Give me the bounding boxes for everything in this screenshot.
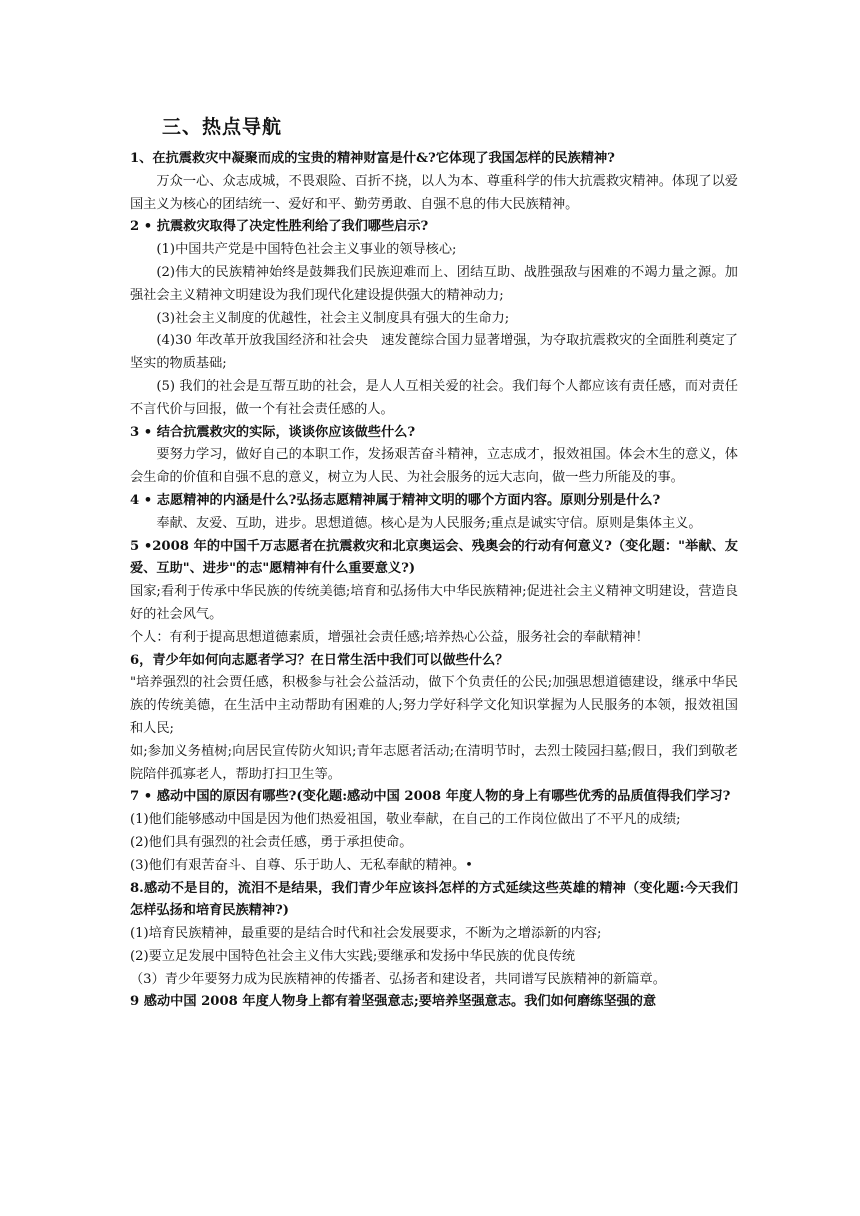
question-heading: 1、在抗震救灾中凝聚而成的宝贵的精神财富是什&?它体现了我国怎样的民族精神? <box>130 151 615 166</box>
answer-paragraph: "培养强烈的社会贾任感，积极参与社会公益活动，做下个负责任的公民;加强思想道德建设，继承中华民族的传统美德，在生活中主动帮助有困难的人;努力学好科学文化知识掌握为人民服务的本领，报效祖国和人民; <box>130 675 738 736</box>
question-heading: 5 •2008 年的中国千万志愿者在抗震救灾和北京奥运会、残奥会的行动有何意义?（变化题："举献、友爱、互助"、进步"的志"愿精神有什么重要意义?) <box>130 538 738 577</box>
answer-paragraph: 个人：有利于提高思想道德素质，增强社会责任感;培养热心公益，服务社会的奉献精神！ <box>130 629 649 645</box>
document-page <box>130 112 738 1014</box>
question-heading: 6，青少年如何向志愿者学习？在日常生活中我们可以做些什么？ <box>130 652 509 668</box>
question-heading: 8.感动不是目的，流泪不是结果，我们青少年应该抖怎样的方式延续这些英雄的精神（变化题:今天我们怎样弘扬和培育民族精神?) <box>130 880 738 919</box>
section-title: 三、热点导航 <box>162 116 283 138</box>
content-blocks <box>130 148 738 1014</box>
answer-paragraph: 万众一心、众志成城，不畏艰险、百折不挠，以人为本、尊重科学的伟大抗震救灾精神。体现了以爱国主义为核心的团结统一、爱好和平、勤劳勇敢、自强不息的伟大民族精神。 <box>130 173 738 212</box>
question-heading: 3 • 结合抗震救灾的实际，谈谈你应该做些什么? <box>130 424 416 440</box>
answer-paragraph: 奉献、友爱、互助，进步。思想道德。核心是为人民服务;重点是诚实守信。原则是集体主义。 <box>156 515 702 531</box>
answer-paragraph: (2)他们具有强烈的社会责任感，勇于承担使命。 <box>130 834 413 850</box>
answer-paragraph: (1)中国共产党是中国特色社会主义事业的领导核心; <box>156 242 457 258</box>
answer-paragraph: (1)他们能够感动中国是因为他们热爱祖国，敬业奉献，在自己的工作岗位做出了不平凡的成绩; <box>130 812 681 828</box>
answer-paragraph: (5) 我们的社会是互帮互助的社会，是人人互相关爱的社会。我们每个人都应该有责任感，而对责任不言代价与回报，做一个有社会责任感的人。 <box>130 378 738 417</box>
answer-paragraph: (1)培育民族精神，最重要的是结合时代和社会发展要求，不断为之增添新的内容; <box>130 926 602 942</box>
question-heading: 2 • 抗震救灾取得了决定性胜利给了我们哪些启示? <box>130 219 429 235</box>
answer-paragraph: (2)要立足发展中国特色社会主义伟大实践;要继承和发扬中华民族的优良传统 <box>130 948 576 964</box>
answer-paragraph: 要努力学习，做好自己的本职工作，发扬艰苦奋斗精神，立志成才，报效祖国。体会木生的意义，体会生命的价值和自强不息的意义，树立为人民、为社会服务的远大志向，做一些力所能及的事。 <box>130 447 738 486</box>
answer-paragraph: (3)社会主义制度的优越性，社会主义制度具有强大的生命力; <box>156 310 510 326</box>
answer-paragraph: (4)30 年改革开放我国经济和社会央 速发蓖综合国力显著增强，为夺取抗震救灾的全面胜利奠定了坚实的物质基础; <box>130 333 738 372</box>
answer-paragraph: 如;参加义务植树;向居民宣传防火知识;青年志愿者活动;在清明节时，去烈士陵园扫墓;假日，我们到敬老院陪伴孤寡老人，帮助打扫卫生等。 <box>130 743 738 782</box>
question-heading: 7 • 感动中国的原因有哪些?(变化题:感动中国 2008 年度人物的身上有哪些优秀的品质值得我们学习? <box>130 789 731 805</box>
answer-paragraph: （3）青少年要努力成为民族精神的传播者、弘扬者和建设者，共同谱写民族精神的新篇章。 <box>130 971 666 987</box>
answer-paragraph: (3)他们有艰苦奋斗、自尊、乐于助人、无私奉献的精神。• <box>130 857 473 873</box>
answer-paragraph: (2)伟大的民族精神始终是鼓舞我们民族迎难而上、团结互助、战胜强敌与困难的不竭力量之源。加强社会主义精神文明建设为我们现代化建设提供强大的精神动力; <box>130 264 738 303</box>
answer-paragraph: 国家;看利于传承中华民族的传统美德;培育和弘扬伟大中华民族精神;促进社会主义精神文明建设，营造良好的社会风气。 <box>130 584 738 622</box>
question-heading: 9 感动中国 2008 年度人物身上都有着坚强意志;要培养坚强意志。我们如何磨练坚强的意 <box>130 994 657 1010</box>
question-heading: 4 • 志愿精神的内涵是什么?弘扬志愿精神属于精神文明的哪个方面内容。原则分别是什么? <box>130 492 661 508</box>
